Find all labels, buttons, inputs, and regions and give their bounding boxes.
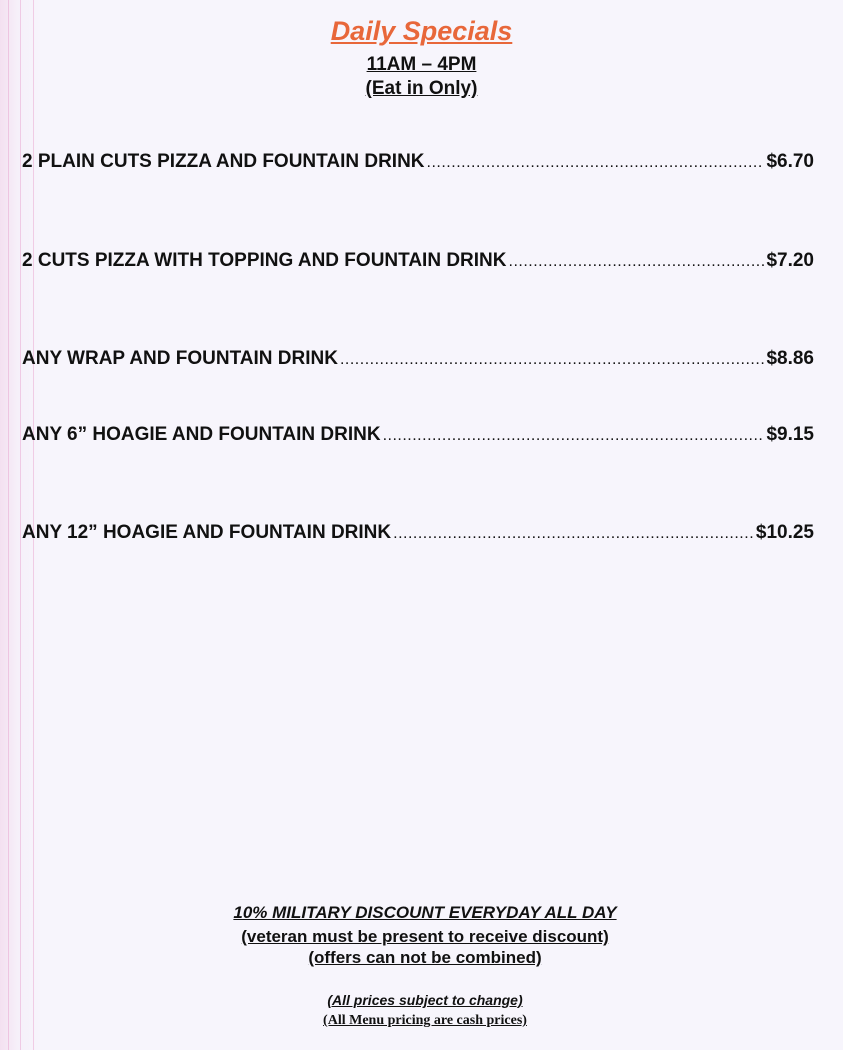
price-change-note: (All prices subject to change): [327, 992, 523, 1008]
menu-item-price: $7.20: [766, 250, 814, 271]
menu-item: [22, 348, 814, 370]
hours-label: 11AM – 4PM: [366, 54, 477, 75]
paper-margin-line: [20, 0, 21, 1050]
page-title: Daily Specials: [330, 16, 513, 46]
dot-leader: [509, 253, 765, 271]
menu-item: [22, 250, 814, 272]
menu-item-price: $8.86: [766, 348, 814, 369]
military-discount-note: 10% MILITARY DISCOUNT EVERYDAY ALL DAY: [233, 903, 617, 922]
menu-item: [22, 151, 814, 173]
dot-leader: [427, 154, 765, 172]
menu-item-price: $6.70: [766, 151, 814, 172]
menu-item-price: $9.15: [766, 424, 814, 445]
eat-in-note: (Eat in Only): [365, 78, 478, 99]
menu-item-name: ANY 6” HOAGIE AND FOUNTAIN DRINK: [22, 424, 381, 445]
veteran-note: (veteran must be present to receive discount): [241, 927, 609, 946]
menu-item-name: ANY 12” HOAGIE AND FOUNTAIN DRINK: [22, 522, 392, 543]
menu-item: [22, 522, 814, 544]
menu-item: [22, 424, 814, 446]
paper-margin-line: [8, 0, 9, 1050]
menu-item-name: ANY WRAP AND FOUNTAIN DRINK: [22, 348, 338, 369]
dot-leader: [383, 427, 765, 445]
menu-item-name: 2 PLAIN CUTS PIZZA AND FOUNTAIN DRINK: [22, 151, 425, 172]
dot-leader: [393, 525, 754, 543]
dot-leader: [340, 351, 764, 369]
offers-note: (offers can not be combined): [308, 948, 542, 967]
cash-price-note: (All Menu pricing are cash prices): [323, 1013, 527, 1028]
menu-item-price: $10.25: [755, 522, 814, 543]
menu-item-name: 2 CUTS PIZZA WITH TOPPING AND FOUNTAIN DRINK: [22, 250, 507, 271]
